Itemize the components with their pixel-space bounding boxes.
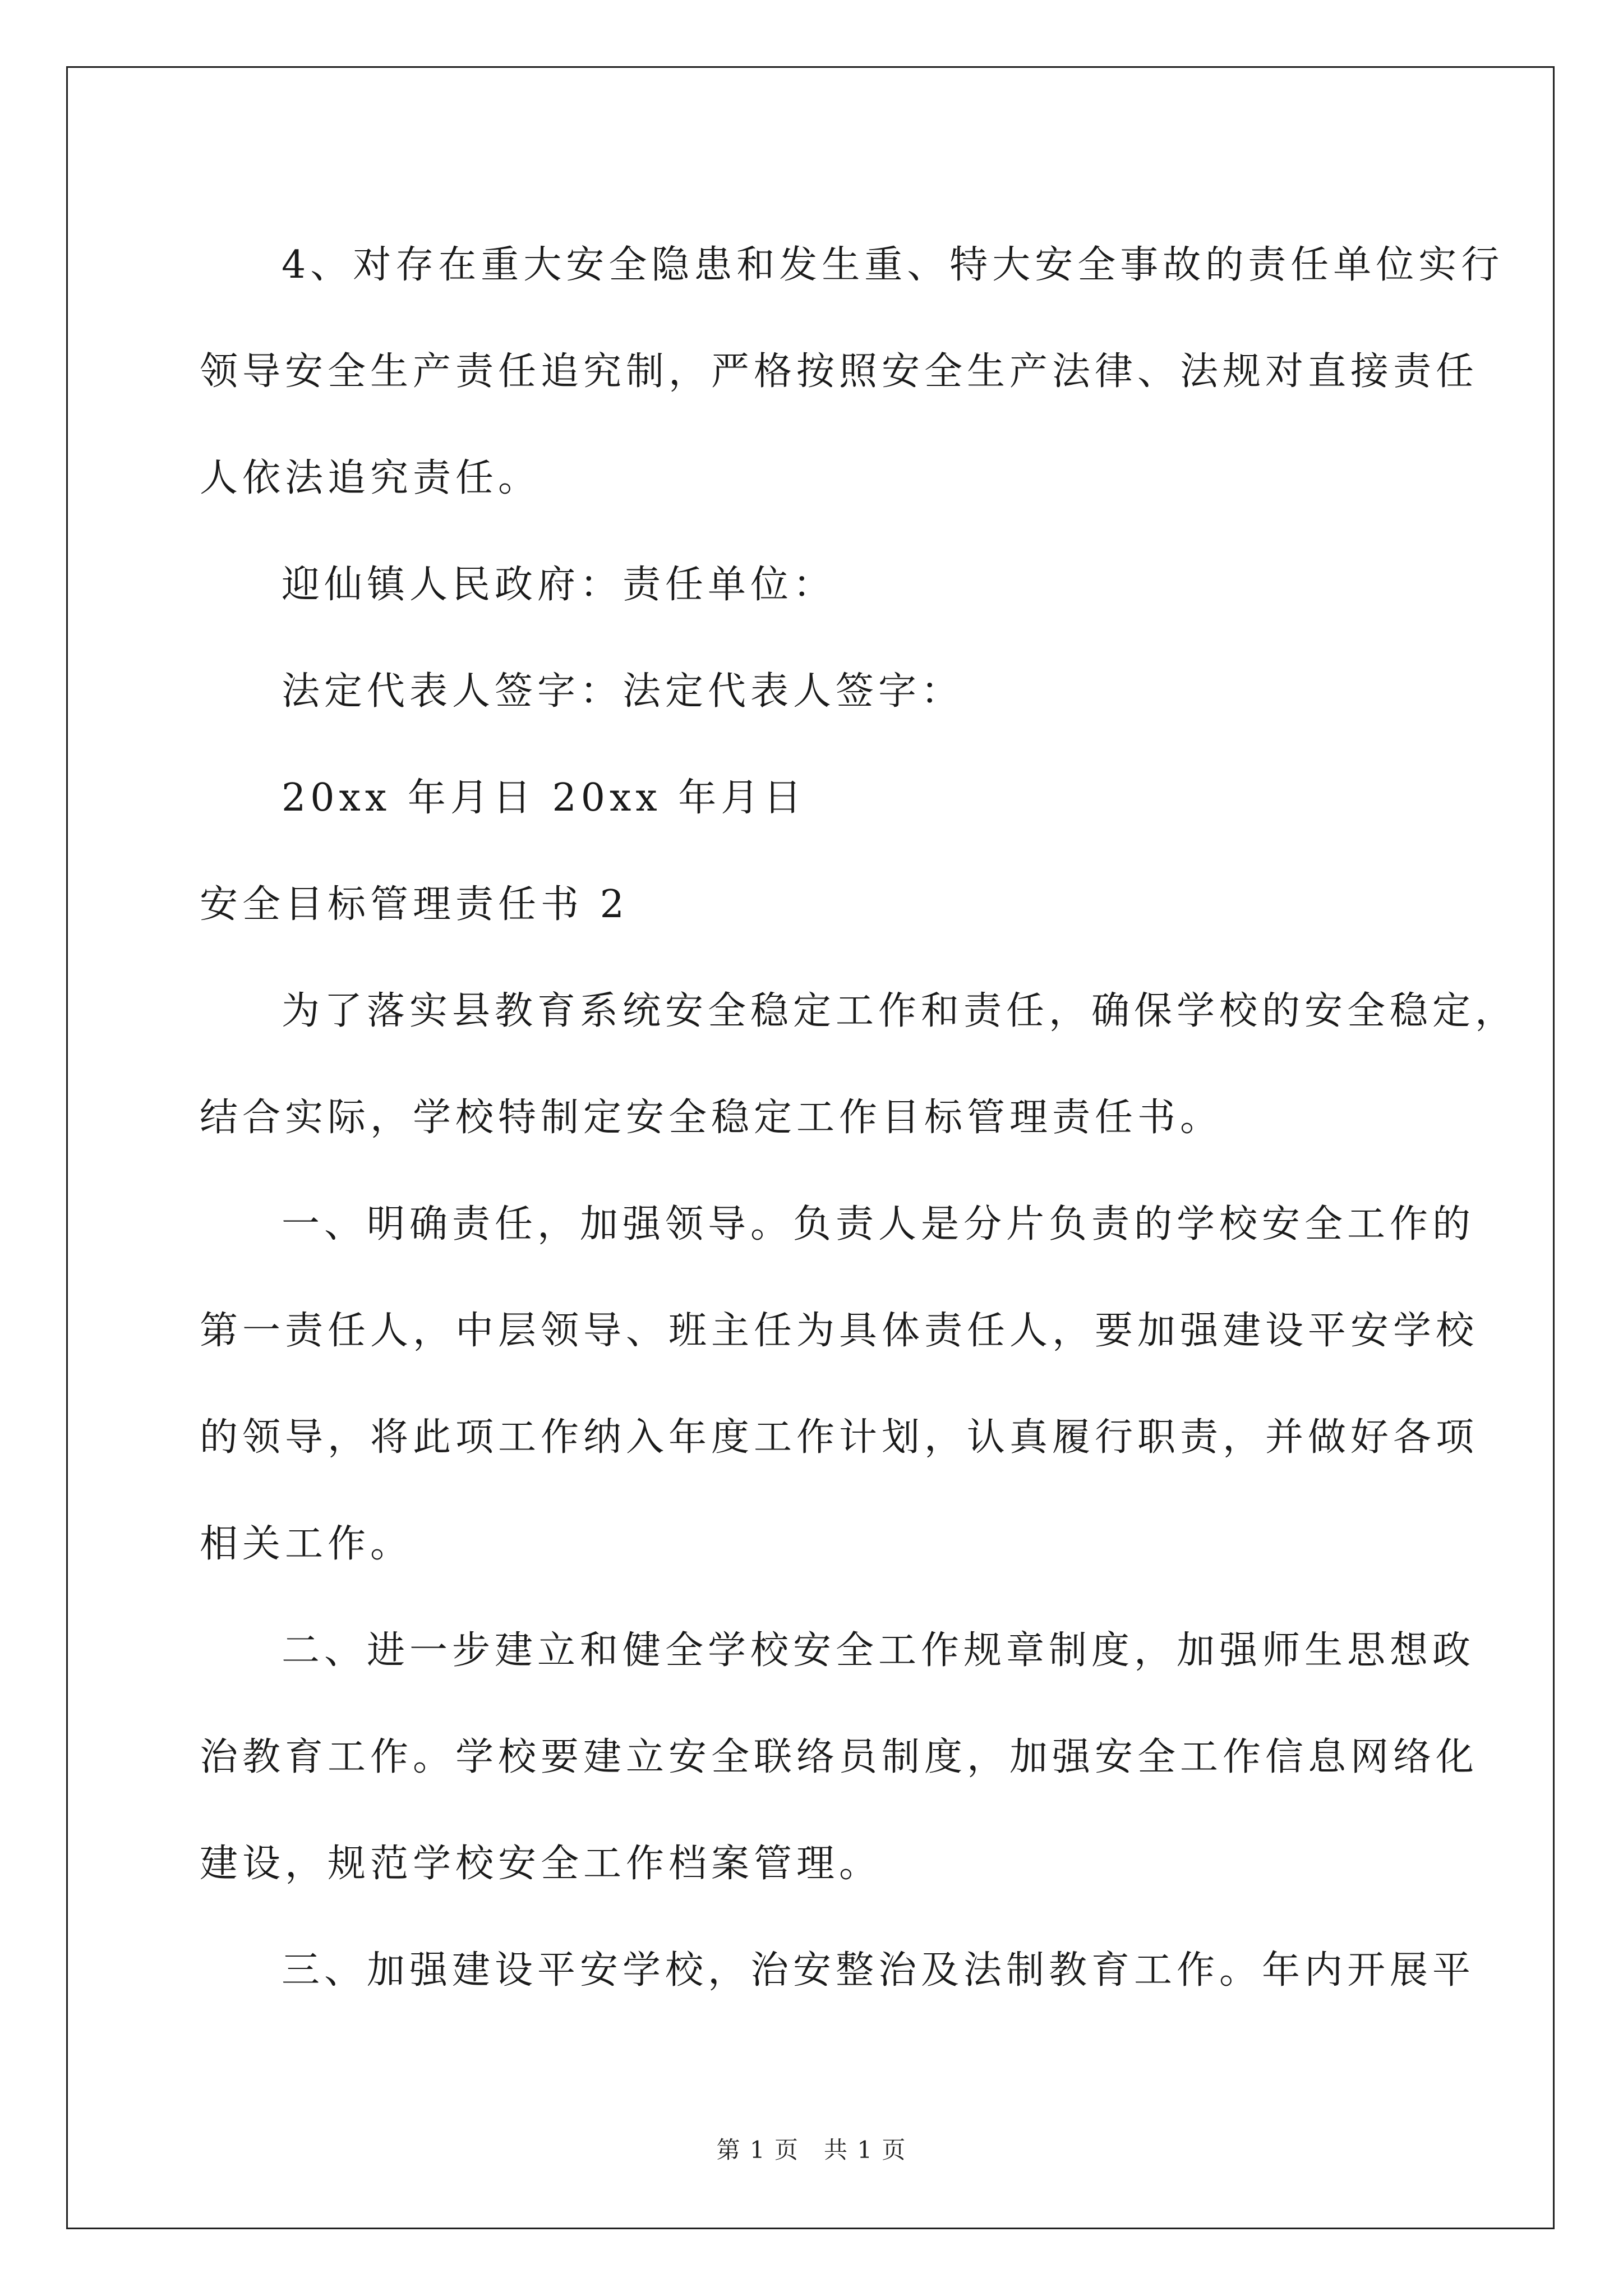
text-line: 的领导，将此项工作纳入年度工作计划，认真履行职责，并做好各项 [200,1415,1479,1460]
text-line: 领导安全生产责任追究制，严格按照安全生产法律、法规对直接责任 [200,349,1479,394]
text-line: 法定代表人签字：法定代表人签字： [282,669,964,714]
document-body [200,212,1518,2024]
text-line: 20xx 年月日 20xx 年月日 [282,776,806,820]
text-line: 结合实际，学校特制定安全稳定工作目标管理责任书。 [200,1096,1223,1140]
text-line: 相关工作。 [200,1522,413,1566]
text-line: 治教育工作。学校要建立安全联络员制度，加强安全工作信息网络化 [200,1735,1479,1779]
text-line: 第一责任人，中层领导、班主任为具体责任人，要加强建设平安学校 [200,1309,1479,1353]
page-footer: 第 1 页 共 1 页 [716,2136,907,2164]
text-line: 人依法追究责任。 [200,456,541,500]
text-line: 建设，规范学校安全工作档案管理。 [200,1842,882,1886]
text-line: 二、进一步建立和健全学校安全工作规章制度，加强师生思想政 [282,1628,1476,1673]
text-line: 4、对存在重大安全隐患和发生重、特大安全事故的责任单位实行 [282,243,1504,287]
text-line: 为了落实县教育系统安全稳定工作和责任，确保学校的安全稳定， [282,989,1518,1033]
text-line: 一、明确责任，加强领导。负责人是分片负责的学校安全工作的 [282,1202,1476,1246]
text-line: 迎仙镇人民政府：责任单位： [282,563,836,607]
text-line: 三、加强建设平安学校，治安整治及法制教育工作。年内开展平 [282,1948,1476,1993]
section-title: 安全目标管理责任书 2 [200,882,629,927]
